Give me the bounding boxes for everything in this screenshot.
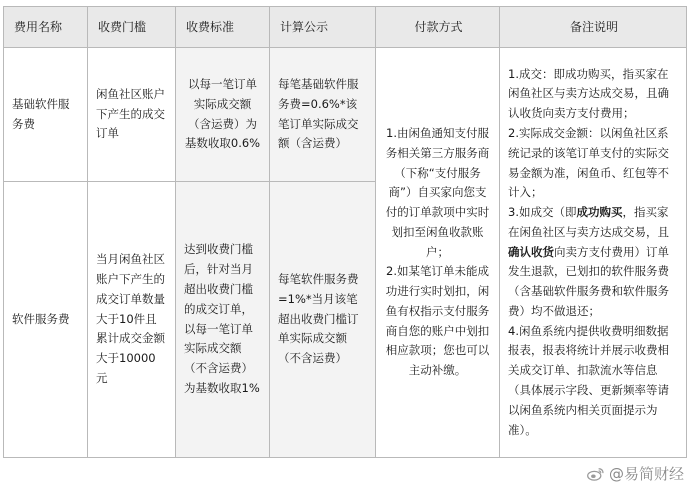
- header-notes: 备注说明: [500, 7, 687, 48]
- payment-paragraph-1: 1.由闲鱼通知支付服务相关第三方服务商（下称“支付服务商”）自买家向您支付的订单款项中实时划扣至闲鱼收款账户；: [385, 126, 490, 259]
- payment-paragraph-2: 2.如某笔订单未能成功进行实时划扣，闲鱼有权指示支付服务商自您的账户中划扣相应款项；您也可以主动补缴。: [385, 264, 490, 378]
- note-1: 1.成交：即成功购买，指买家在闲鱼社区与卖方达成交易，且确认收货向卖方支付费用；: [508, 66, 669, 121]
- fee-table: [3, 6, 687, 458]
- header-payment: 付款方式: [376, 7, 500, 48]
- threshold-cell: 当月闲鱼社区账户下产生的成交订单数量大于10件且累计成交金额大于10000元: [88, 182, 176, 458]
- header-formula: 计算公示: [270, 7, 376, 48]
- note-4: 4.闲鱼系统内提供收费明细数据报表，报表将统计并展示收费相关成交订单、扣款流水等信息（具体展示字段、更新频率等请以闲鱼系统内相关页面提示为准）。: [508, 323, 669, 437]
- fee-name-cell: 基础软件服务费: [4, 48, 88, 182]
- header-standard: 收费标准: [176, 7, 270, 48]
- header-fee-name: 费用名称: [4, 7, 88, 48]
- weibo-logo-icon: [587, 467, 605, 481]
- fee-name-cell: 软件服务费: [4, 182, 88, 458]
- payment-cell: [376, 48, 500, 458]
- formula-cell: 每笔软件服务费=1%*当月该笔超出收费门槛订单实际成交额（不含运费）: [270, 182, 376, 458]
- notes-cell: [500, 48, 687, 458]
- header-row: [4, 7, 687, 48]
- note-3: 3.如成交（即成功购买，指买家在闲鱼社区与卖方达成交易，且确认收货向卖方支付费用）订单发生退款，已划扣的软件服务费（含基础软件服务费和软件服务费）均不做退还；: [508, 205, 669, 318]
- table-row: [4, 48, 687, 182]
- watermark-text: @易简财经: [608, 465, 684, 483]
- threshold-cell: 闲鱼社区账户下产生的成交订单: [88, 48, 176, 182]
- watermark: [587, 463, 684, 484]
- standard-cell: 达到收费门槛后，针对当月超出收费门槛的成交订单，以每一笔订单实际成交额（不含运费）为基数收取1%: [176, 182, 270, 458]
- standard-cell: 以每一笔订单实际成交额（含运费）为基数收取0.6%: [176, 48, 270, 182]
- formula-cell: 每笔基础软件服务费=0.6%*该笔订单实际成交额（含运费）: [270, 48, 376, 182]
- header-threshold: 收费门槛: [88, 7, 176, 48]
- note-2: 2.实际成交金额：以闲鱼社区系统记录的该笔订单支付的实际交易金额为准，闲鱼币、红包等不计入；: [508, 126, 669, 200]
